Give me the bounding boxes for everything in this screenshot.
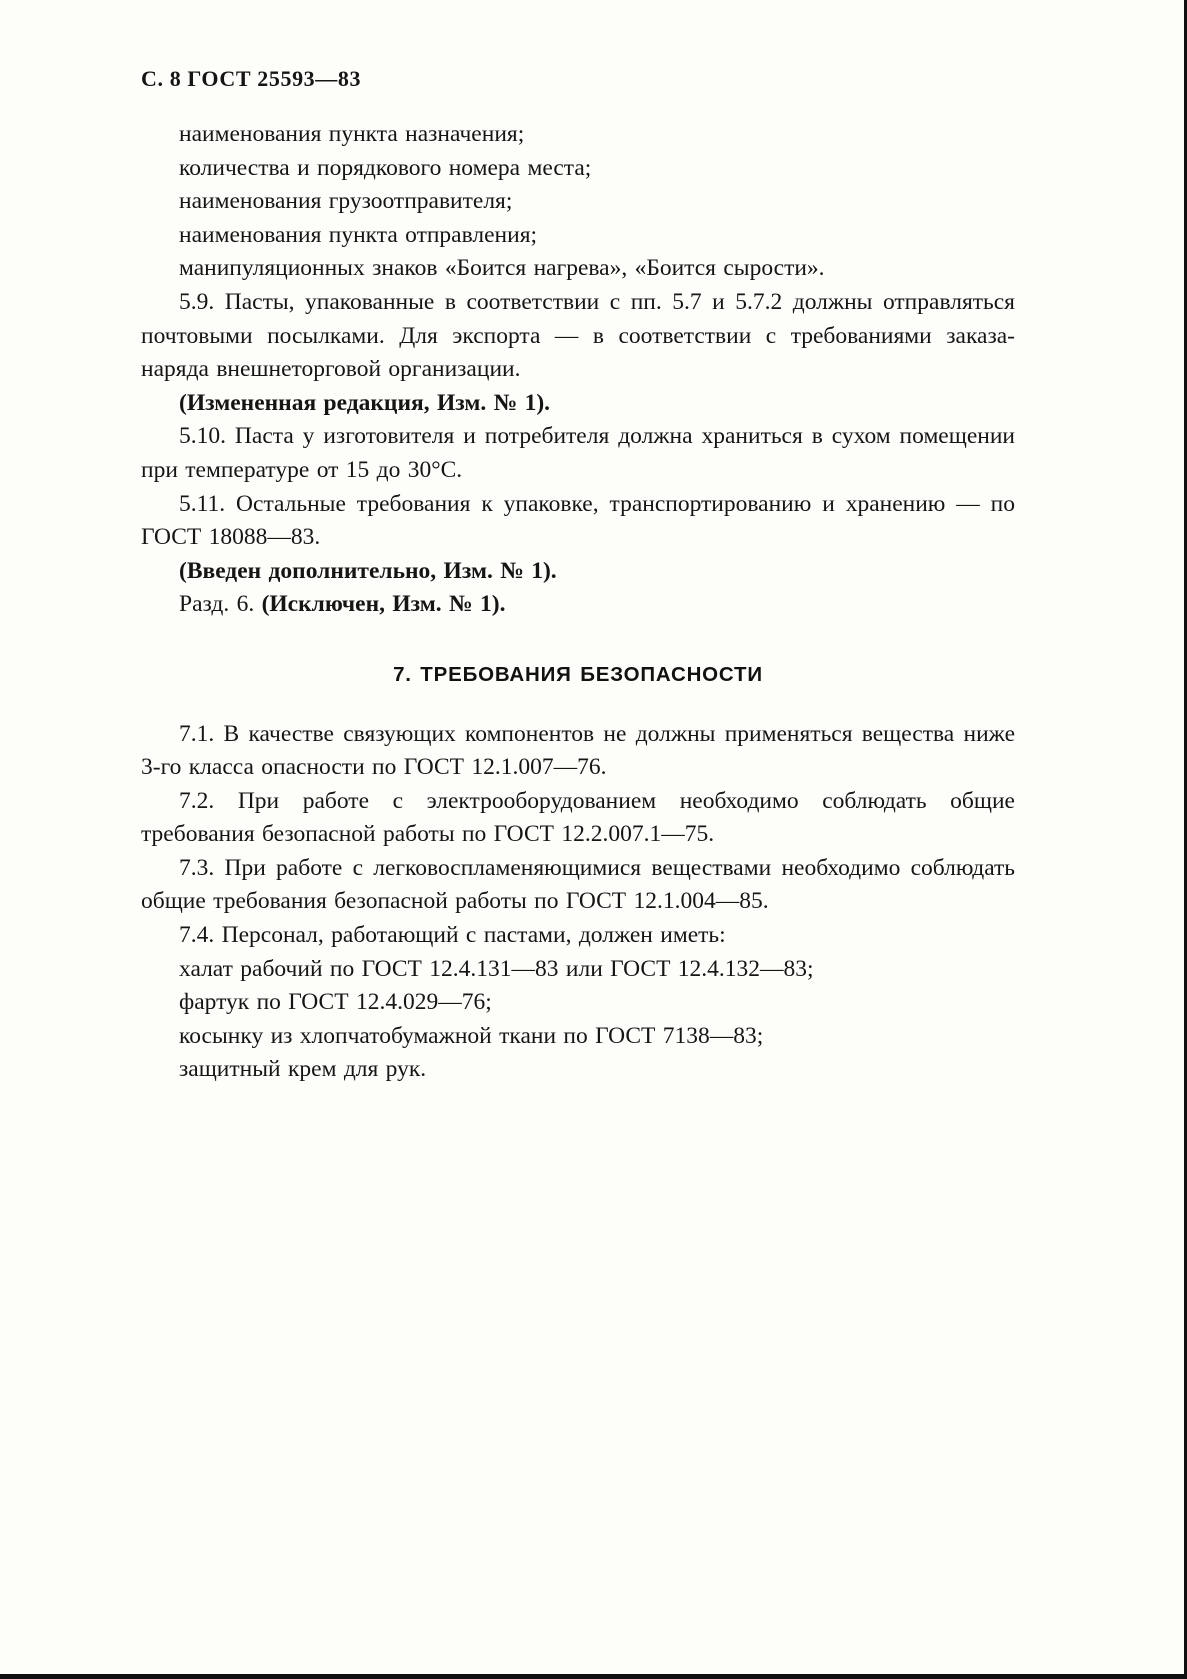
section-7-heading: 7. ТРЕБОВАНИЯ БЕЗОПАСНОСТИ — [393, 662, 763, 686]
list-item: наименования пункта отправления; — [179, 221, 538, 248]
list-item: косынку из хлопчатобумажной ткани по ГОСТ 7138—83; — [179, 1022, 764, 1049]
list-item: количества и порядкового номера места; — [179, 154, 592, 181]
paragraph-7-3: 7.3. При работе с легковоспламеняющимися веществами необходимо соблюдать общие требования безопасной работы по ГОСТ 12.1.004—85. — [141, 854, 1015, 915]
razd-6-prefix: Разд. 6. — [179, 591, 262, 618]
list-item: защитный крем для рук. — [179, 1056, 427, 1083]
amendment-note: (Измененная редакция, Изм. № 1). — [179, 389, 551, 416]
paragraph-7-4: 7.4. Персонал, работающий с пастами, должен иметь: — [179, 922, 726, 949]
paragraph-razd-6 — [141, 588, 1015, 622]
paragraph-5-11: 5.11. Остальные требования к упаковке, транспортированию и хранению — по ГОСТ 18088—83. — [141, 490, 1015, 551]
amendment-note: (Введен дополнительно, Изм. № 1). — [179, 557, 557, 584]
list-item: наименования пункта назначения; — [179, 121, 525, 147]
list-item: наименования грузоотправителя; — [179, 188, 513, 215]
razd-6-excluded-note: (Исключен, Изм. № 1). — [261, 591, 506, 618]
list-item: халат рабочий по ГОСТ 12.4.131—83 или ГОСТ 12.4.132—83; — [179, 955, 814, 982]
page-header: С. 8 ГОСТ 25593—83 — [141, 66, 362, 91]
list-item: фартук по ГОСТ 12.4.029—76; — [179, 989, 492, 1016]
paragraph-7-2: 7.2. При работе с электрооборудованием необходимо соблюдать общие требования безопасной работы по ГОСТ 12.2.007.1—75. — [141, 787, 1015, 848]
paragraph-7-1: 7.1. В качестве связующих компонентов не должны применяться вещества ниже 3-го класса опасности по ГОСТ 12.1.007—76. — [141, 720, 1015, 781]
paragraph-5-9: 5.9. Пасты, упакованные в соответствии с пп. 5.7 и 5.7.2 должны отправляться почтовыми посылками. Для экспорта — в соответствии с требованиями заказа-наряда внешнеторговой организации. — [141, 288, 1015, 383]
document-content — [141, 118, 1015, 1087]
paragraph-5-10: 5.10. Паста у изготовителя и потребителя должна храниться в сухом помещении при температуре от 15 до 30°С. — [141, 423, 1015, 483]
list-item: манипуляционных знаков «Боится нагрева», «Боится сырости». — [179, 255, 825, 282]
